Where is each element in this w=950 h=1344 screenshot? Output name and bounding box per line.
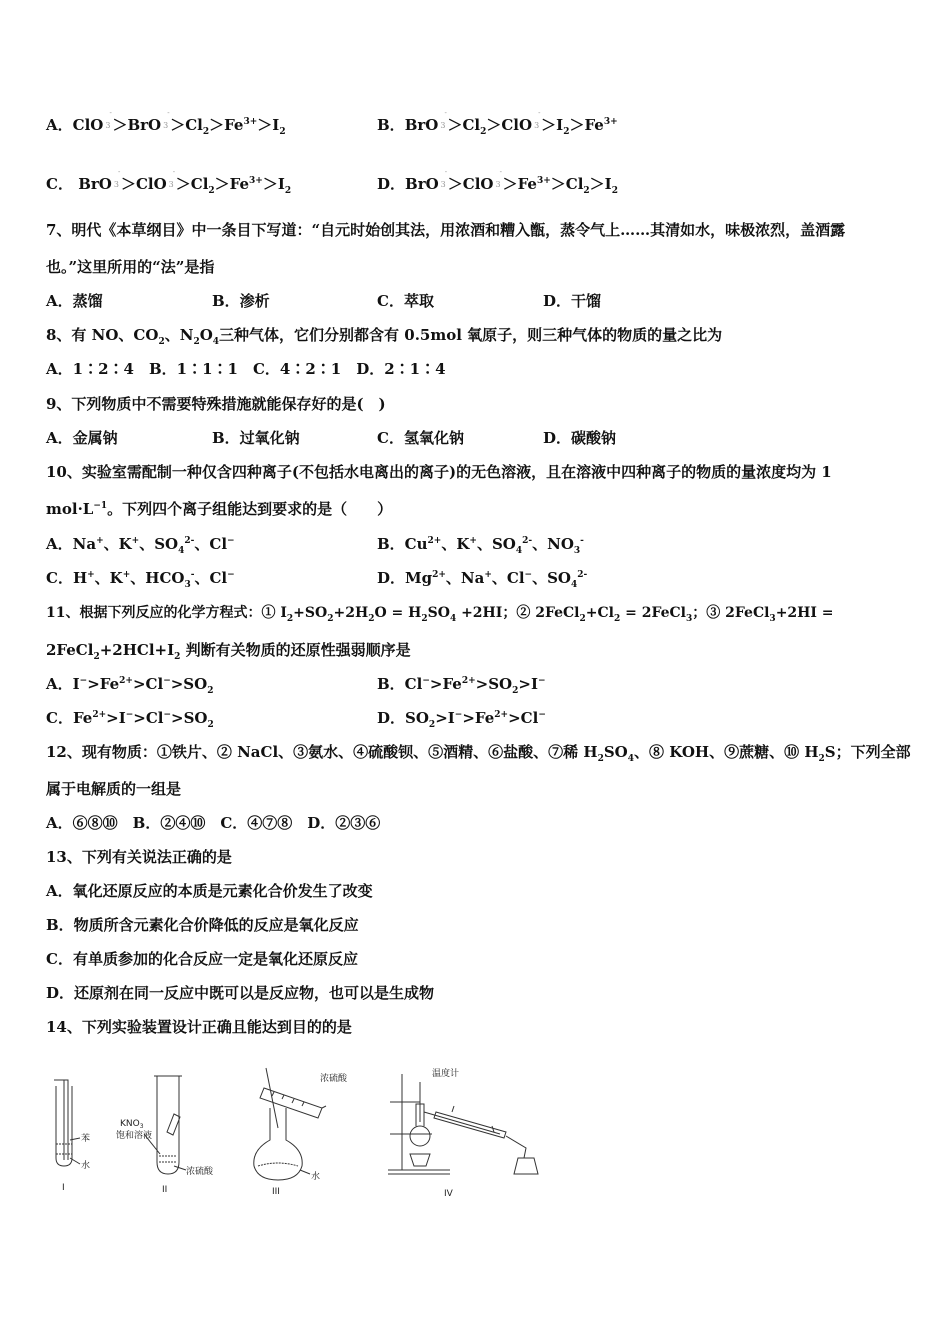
q13-stem: 13、下列有关说法正确的是 xyxy=(46,848,232,866)
q12-options[interactable]: A．⑥⑧⑩ B．②④⑩ C．④⑦⑧ D．②③⑥ xyxy=(46,814,381,832)
fig2-test-tube-apparatus xyxy=(144,1076,186,1174)
q7-stem-line2: 也。”这里所用的“法”是指 xyxy=(46,258,215,276)
q10-option-b[interactable]: B．$Cu^{2+}$、K+、$SO_4^{2-}$、$NO_3^-$ xyxy=(377,535,584,556)
fig1-label-benzene: 苯 xyxy=(81,1134,91,1144)
q11-option-c[interactable]: C．$Fe^{2+}>I^->Cl^->SO_2$ xyxy=(46,709,214,730)
q10-option-a[interactable]: A．Na+、K+、$SO_4^{2-}$、Cl− xyxy=(46,535,235,556)
q11-stem-line1: 11、根据下列反应的化学方程式：① $I_2+SO_2+2H_2O = H_2SO_4 +2HI$；② $2FeCl_2+Cl_2$ = 2FeCl$_3$；③ 2FeCl$_3$+2HI = xyxy=(46,605,834,624)
fig3-label-water: 水 xyxy=(311,1172,321,1182)
q7-option-c[interactable]: C．萃取 xyxy=(377,292,434,310)
q7-option-b[interactable]: B．渗析 xyxy=(212,292,270,310)
q10-stem-line2: $mol\cdot L^{-1}$。下列四个离子组能达到要求的是（ ） xyxy=(46,500,393,518)
fig2-number: II xyxy=(162,1185,168,1195)
q14-stem: 14、下列实验装置设计正确且能达到目的的是 xyxy=(46,1018,352,1036)
q12-stem-line1: 12、现有物质：①铁片、② NaCl、③氨水、④硫酸钡、⑤酒精、⑥盐酸、⑦稀 $H_2SO_4$、⑧ KOH、⑨蔗糖、⑩ $H_2S$；下列全部 xyxy=(46,743,911,764)
fig4-distillation-apparatus xyxy=(388,1074,538,1174)
q11-option-a[interactable]: A．$I^->Fe^{2+}>Cl^->SO_2$ xyxy=(46,675,214,696)
q9-stem: 9、下列物质中不需要特殊措施就能保存好的是( ) xyxy=(46,395,386,413)
q7-option-d[interactable]: D．干馏 xyxy=(543,292,602,310)
fig3-volumetric-flask-apparatus xyxy=(254,1068,326,1180)
q9-option-c[interactable]: C．氢氧化钠 xyxy=(377,429,464,447)
q7-stem-line1: 7、明代《本草纲目》中一条目下写道：“自元时始创其法，用浓酒和糟入甑，蒸令气上……其清如水，味极浓烈，盖酒露 xyxy=(46,221,846,239)
q9-option-d[interactable]: D．碳酸钠 xyxy=(543,429,617,447)
q13-option-c[interactable]: C．有单质参加的化合反应一定是氧化还原反应 xyxy=(46,950,358,968)
q10-option-d[interactable]: D．$Mg^{2+}$、Na+、Cl−、$SO_4^{2-}$ xyxy=(377,569,588,590)
q6-option-d[interactable]: D．BrO 3 - ＞ClO 3 - $>Fe^{3+}>Cl_2>I_2$ xyxy=(377,168,618,196)
q10-stem-line1: 10、实验室需配制一种仅含四种离子(不包括水电离出的离子)的无色溶液，且在溶液中四种离子的物质的量浓度均为 1 xyxy=(46,463,832,481)
fig2-label-conc-sulfuric: 浓硫酸 xyxy=(186,1167,214,1177)
q11-option-d[interactable]: D．$SO_2>I^->Fe^{2+}>Cl^-$ xyxy=(377,709,546,730)
fig1-label-water: 水 xyxy=(81,1161,91,1171)
q13-option-d[interactable]: D．还原剂在同一反应中既可以是反应物，也可以是生成物 xyxy=(46,984,435,1002)
q13-option-a[interactable]: A．氧化还原反应的本质是元素化合价发生了改变 xyxy=(46,882,373,900)
q11-option-b[interactable]: B．$Cl^->Fe^{2+}>SO_2>I^-$ xyxy=(377,675,546,696)
fig4-label-thermometer: 温度计 xyxy=(432,1069,460,1079)
fig2-label-saturated-solution: 饱和溶液 xyxy=(116,1131,153,1141)
fig1-number: I xyxy=(62,1183,65,1193)
q6-option-c[interactable]: C． BrO 3 - ＞ClO 3 - $>Cl_2>Fe^{3+}>I_2$ xyxy=(46,168,292,196)
q6-option-b[interactable]: B．BrO 3 - $>Cl_2>ClO$ 3 - $>I_2>Fe^{3+}$ xyxy=(377,109,618,137)
q8-options[interactable]: A．1∶2∶4 B．1∶1∶1 C．4∶2∶1 D．2∶1∶4 xyxy=(46,360,446,378)
q13-option-b[interactable]: B．物质所含元素化合价降低的反应是氧化反应 xyxy=(46,916,359,934)
fig3-label-conc-sulfuric: 浓硫酸 xyxy=(320,1074,348,1084)
q10-option-c[interactable]: C．H+、K+、$HCO_3^-$、Cl− xyxy=(46,569,235,590)
q6-option-a[interactable]: A．ClO 3 - ＞BrO 3 - $>Cl_2>Fe^{3+}>I_2$ xyxy=(46,109,286,137)
q11-stem-line2: $2FeCl_2+2HCl+I_2$ 判断有关物质的还原性强弱顺序是 xyxy=(46,641,411,662)
q9-option-a[interactable]: A．金属钠 xyxy=(46,429,118,447)
fig2-label-kno3: $KNO_3$ xyxy=(120,1119,144,1130)
q7-option-a[interactable]: A．蒸馏 xyxy=(46,292,103,310)
q14-apparatus-figures xyxy=(40,1062,580,1202)
q8-stem: 8、有 NO、$CO_2$、$N_2O_4$三种气体，它们分别都含有 0.5mol 氧原子，则三种气体的物质的量之比为 xyxy=(46,326,723,347)
fig4-number: IV xyxy=(444,1189,453,1199)
q12-stem-line2: 属于电解质的一组是 xyxy=(46,780,182,798)
q9-option-b[interactable]: B．过氧化钠 xyxy=(212,429,300,447)
fig3-number: III xyxy=(272,1187,280,1197)
fig1-test-tube-apparatus xyxy=(54,1080,80,1166)
